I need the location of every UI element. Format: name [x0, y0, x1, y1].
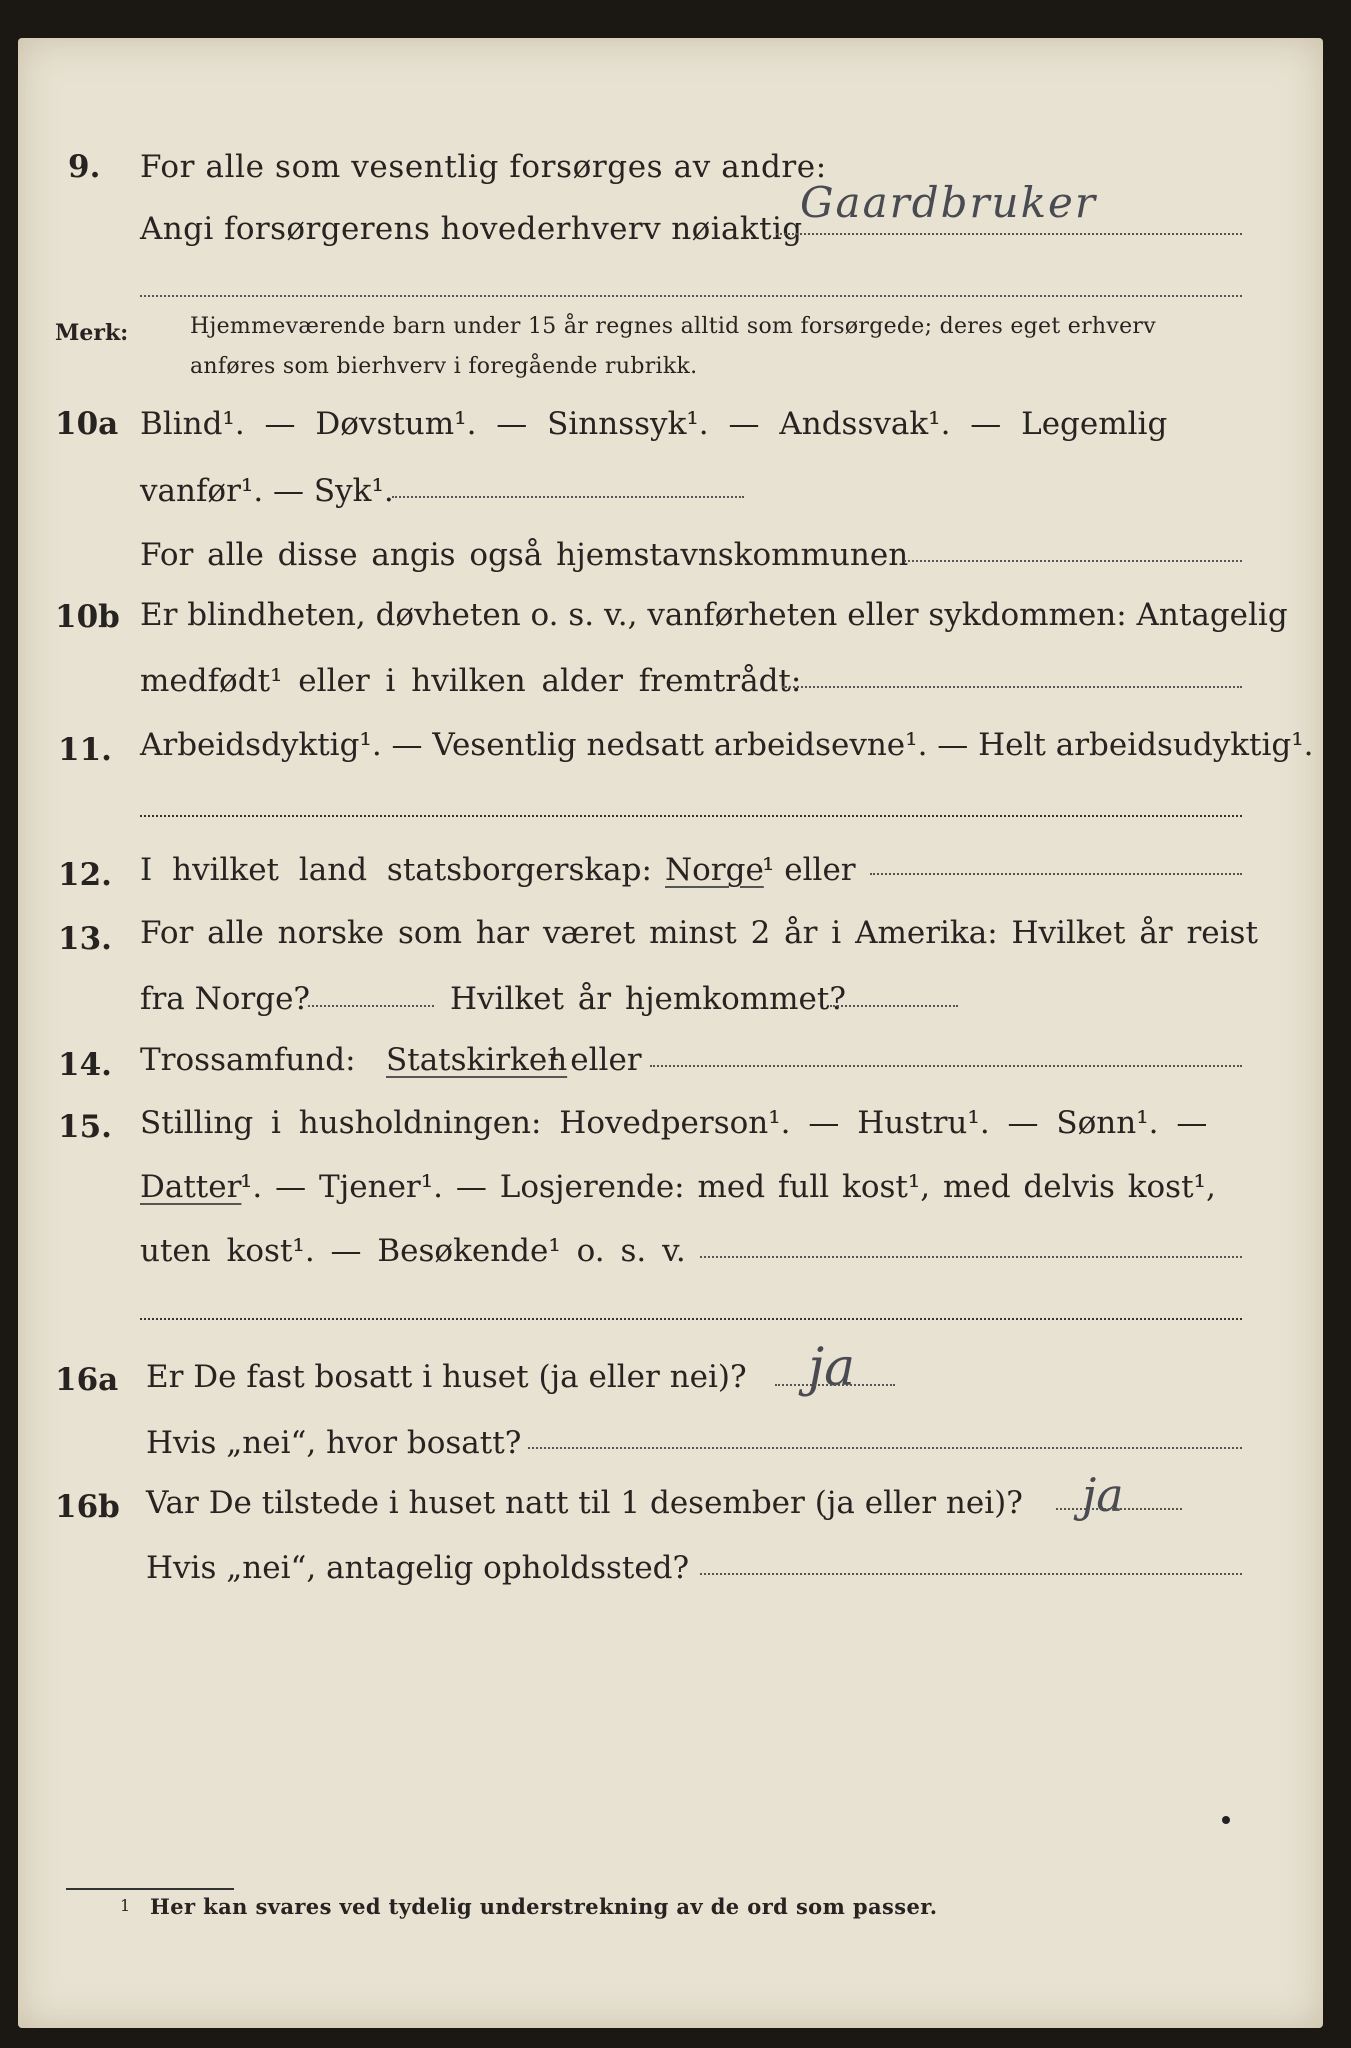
q12-pre: I hvilket land statsborgerskap:: [140, 852, 652, 888]
q9-line2: Angi forsørgerens hovederhverv nøiaktig: [140, 211, 803, 247]
q15-line3: uten kost¹. — Besøkende¹ o. s. v.: [140, 1233, 686, 1269]
q16b-opholdssted-line: [700, 1573, 1242, 1575]
q16a-number: 16a: [55, 1362, 119, 1398]
q14-answer-line: [650, 1065, 1242, 1067]
q15-marked-datter[interactable]: Datter: [140, 1169, 242, 1205]
ink-dot: [1222, 1816, 1230, 1824]
q16b-line2: Hvis „nei“, antagelig opholdssted?: [146, 1550, 690, 1586]
q14-post: ¹ eller: [548, 1042, 642, 1078]
q11-extra-line: [140, 815, 1242, 817]
q14-number: 14.: [58, 1047, 112, 1083]
q16b-handwritten-answer[interactable]: ja: [1082, 1468, 1124, 1522]
footnote-rule: [66, 1888, 234, 1890]
q12-post: ¹ eller: [762, 852, 856, 888]
q11-number: 11.: [58, 732, 112, 768]
q13-line2b: Hvilket år hjemkommet?: [450, 981, 846, 1017]
q10a-number: 10a: [55, 406, 119, 442]
q12-answer-line: [870, 873, 1242, 875]
q9-number: 9.: [68, 149, 101, 185]
q13-line1: For alle norske som har været minst 2 år i Amerika: Hvilket år reist: [140, 915, 1258, 951]
q13-hjemkommet-line: [830, 1005, 958, 1007]
q16b-answer-line: [1056, 1508, 1182, 1510]
merk-label: Merk:: [55, 320, 129, 346]
q9-handwritten-answer[interactable]: Gaardbruker: [800, 178, 1097, 227]
footnote-marker: 1: [120, 1896, 131, 1915]
q10a-line1: Blind¹. — Døvstum¹. — Sinnssyk¹. — Andssvak¹. — Legemlig: [140, 406, 1168, 442]
q10b-answer-line: [782, 686, 1242, 688]
q14-pre: Trossamfund:: [140, 1042, 356, 1078]
q16a-bosatt-line: [528, 1447, 1242, 1449]
q16a-line1: Er De fast bosatt i huset (ja eller nei)?: [146, 1359, 747, 1395]
q16b-line1: Var De tilstede i huset natt til 1 desember (ja eller nei)?: [146, 1485, 1023, 1521]
q10b-line2: medfødt¹ eller i hvilken alder fremtrådt:: [140, 663, 802, 699]
q12-marked-norge[interactable]: Norge: [665, 852, 764, 888]
q10b-line1: Er blindheten, døvheten o. s. v., vanførheten eller sykdommen: Antagelig: [140, 597, 1288, 633]
q15-answer-line: [700, 1256, 1242, 1258]
merk-line2: anføres som bierhverv i foregående rubrikk.: [190, 354, 698, 379]
q10a-kommune-line: [904, 560, 1242, 562]
q16a-handwritten-answer[interactable]: ja: [808, 1338, 856, 1398]
q16b-number: 16b: [55, 1489, 120, 1525]
q15-number: 15.: [58, 1109, 112, 1145]
q15-line2: ¹. — Tjener¹. — Losjerende: med full kost¹, med delvis kost¹,: [240, 1169, 1216, 1205]
q15-line1: Stilling i husholdningen: Hovedperson¹. — Hustru¹. — Sønn¹. —: [140, 1105, 1208, 1141]
q12-number: 12.: [58, 857, 112, 893]
q13-number: 13.: [58, 921, 112, 957]
merk-line1: Hjemmeværende barn under 15 år regnes alltid som forsørgede; deres eget erhverv: [190, 314, 1156, 339]
footnote-text: Her kan svares ved tydelig understrekning av de ord som passer.: [150, 1894, 938, 1919]
q9-extra-line: [140, 295, 1242, 297]
q11-line1: Arbeidsdyktig¹. — Vesentlig nedsatt arbeidsevne¹. — Helt arbeidsudyktig¹.: [140, 727, 1314, 763]
q10a-line3: For alle disse angis også hjemstavnskommunen: [140, 537, 909, 573]
q10b-number: 10b: [55, 599, 120, 635]
q16a-line2: Hvis „nei“, hvor bosatt?: [146, 1425, 522, 1461]
q16a-answer-line: [775, 1384, 895, 1386]
q10a-line2: vanfør¹. — Syk¹.: [140, 473, 394, 509]
q10a-syk-line: [392, 496, 744, 498]
q15-extra-line: [140, 1318, 1242, 1320]
q9-line1: For alle som vesentlig forsørges av andre:: [140, 149, 827, 185]
q13-line2a: fra Norge?: [140, 981, 311, 1017]
q13-reist-line: [308, 1005, 434, 1007]
q14-marked-statskirken[interactable]: Statskirken: [386, 1042, 568, 1078]
q9-answer-line: [776, 233, 1242, 235]
